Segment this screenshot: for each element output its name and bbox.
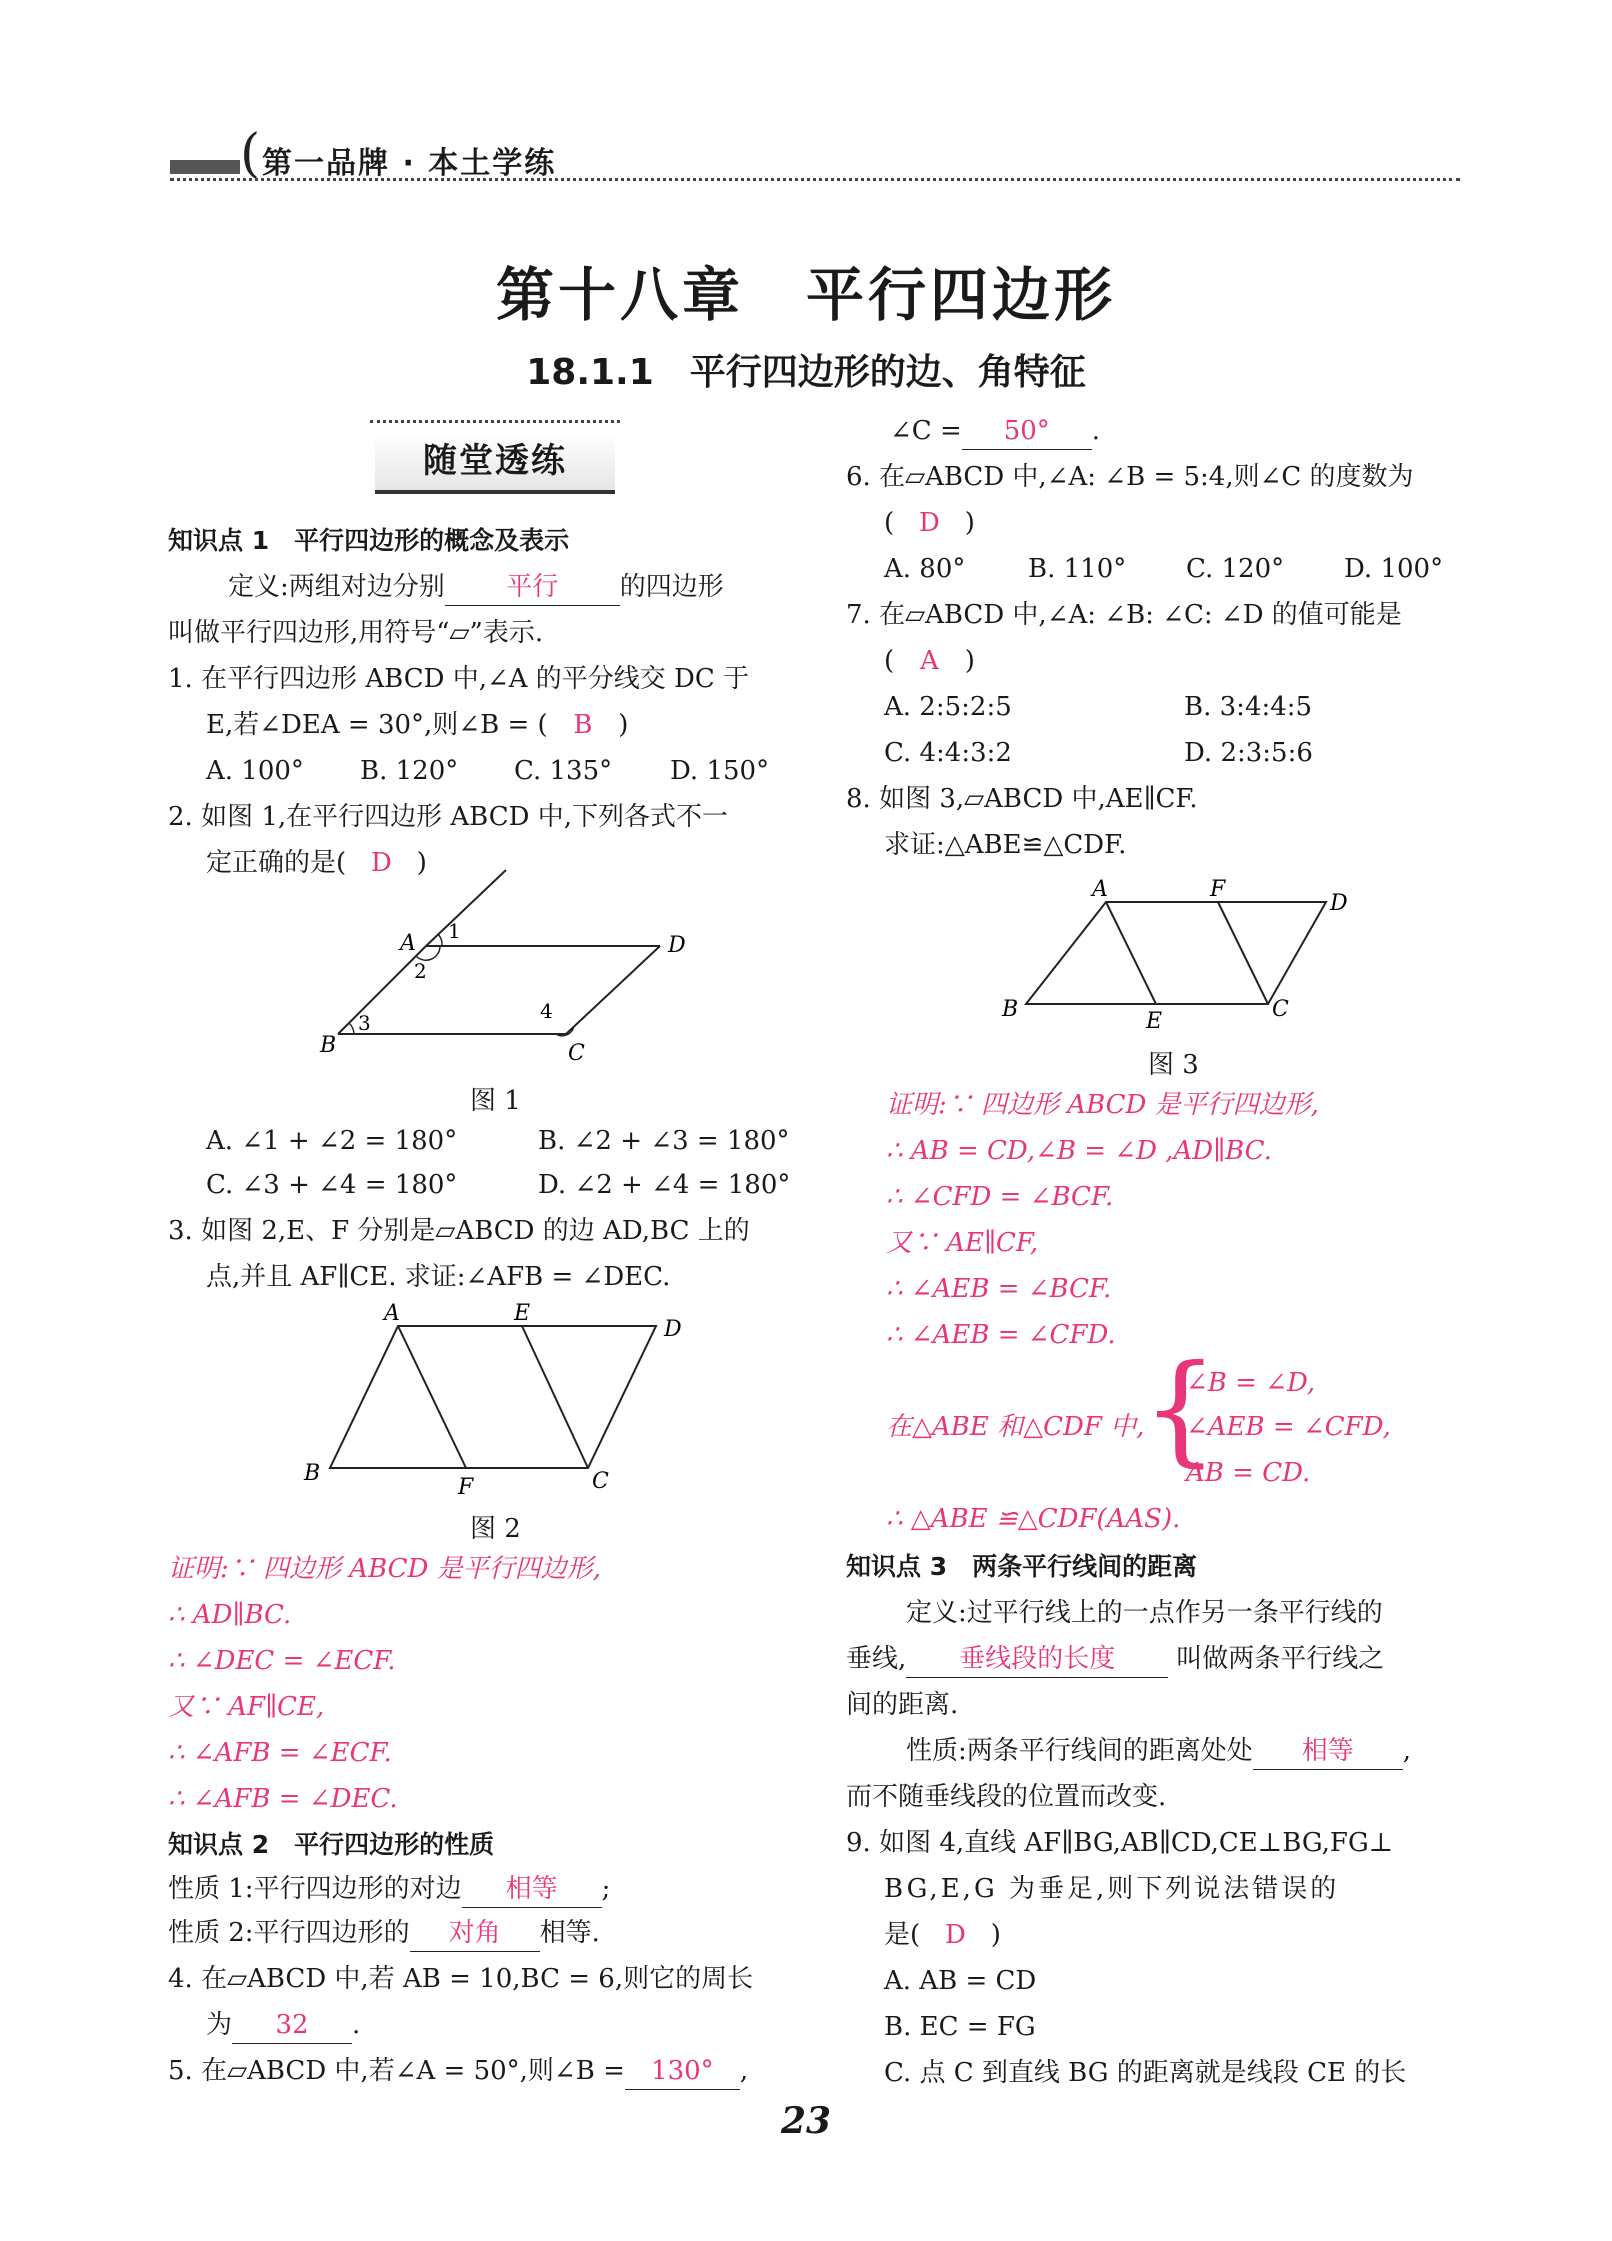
section-title: 18.1.1 平行四边形的边、角特征 (526, 352, 1086, 393)
question-9: 9. 如图 4,直线 AF∥BG,AB∥CD,CE⊥BG,FG⊥ (846, 1828, 1394, 1858)
question-6-options (884, 546, 1443, 592)
answer-choice: A (920, 646, 939, 676)
question-3-cont: 点,并且 AF∥CE. 求证:∠AFB = ∠DEC. (206, 1262, 671, 1292)
fig2-label-a: A (384, 1301, 400, 1326)
answer-blank: 32 (232, 2007, 352, 2044)
question-text: 5. 在▱ABCD 中,若∠A = 50°,则∠B = (168, 2056, 625, 2086)
option: D. 150° (670, 756, 770, 786)
proof-8-brace: { (1142, 1340, 1219, 1479)
answer-choice: B (573, 710, 593, 740)
fig2-label-f: F (458, 1475, 474, 1500)
question-2-options-row1 (206, 1118, 790, 1164)
definition-text: 定义:两组对边分别 (228, 572, 445, 602)
question-1-options (206, 748, 769, 794)
fig1-angle1-arc (438, 934, 442, 946)
question-text: 定正确的是( (206, 848, 347, 878)
answer-blank: 50° (962, 413, 1092, 450)
distance-property (906, 1728, 1411, 1774)
distance-definition-2 (846, 1636, 1384, 1682)
answer-blank: 130° (625, 2053, 740, 2090)
option: A. 100° (206, 756, 304, 786)
fig3-label-e: E (1146, 1009, 1163, 1034)
question-7-options-row2 (884, 730, 1313, 776)
header-curve: ( (240, 124, 261, 184)
question-7-options-row1 (884, 684, 1312, 730)
header-brand: 第一品牌 · 本土学练 (262, 146, 557, 181)
answer-blank: 相等 (1253, 1733, 1403, 1770)
paren: ( (884, 646, 895, 676)
proof-8-condition: 在△ABE 和△CDF 中, (886, 1412, 1145, 1442)
answer-blank: 垂线段的长度 (906, 1641, 1168, 1678)
option: D. 2:3:5:6 (1184, 738, 1313, 768)
distance-definition-3: 间的距离. (846, 1690, 959, 1720)
proof-3-line: ∴ AD∥BC. (168, 1600, 292, 1630)
question-7-cont (884, 638, 975, 684)
property-text: 性质 2:平行四边形的 (168, 1918, 410, 1948)
proof-8-line: ∴ ∠AEB = ∠BCF. (886, 1274, 1112, 1304)
question-6-cont (884, 500, 975, 546)
definition-text: 垂线, (846, 1644, 907, 1674)
figure-1 (318, 880, 686, 1080)
option: A. ∠1 + ∠2 = 180° (206, 1126, 458, 1156)
figure-3-caption: 图 3 (1148, 1050, 1199, 1080)
question-3: 3. 如图 2,E、F 分别是▱ABCD 的边 AD,BC 上的 (168, 1216, 750, 1246)
knowledge-point-3: 知识点 3 两条平行线间的距离 (846, 1552, 1198, 1581)
option: C. ∠3 + ∠4 = 180° (206, 1170, 458, 1200)
page-number: 23 (780, 2100, 832, 2142)
definition-text: 叫做两条平行线之 (1176, 1644, 1385, 1674)
question-2: 2. 如图 1,在平行四边形 ABCD 中,下列各式不一 (168, 802, 729, 832)
proof-3-line: ∴ ∠AFB = ∠DEC. (168, 1784, 398, 1814)
fig2-label-e: E (514, 1301, 531, 1326)
fig1-label-1: 1 (448, 919, 461, 943)
question-9-option: B. EC = FG (884, 2012, 1036, 2042)
question-9-option: A. AB = CD (884, 1966, 1037, 1996)
fig2-segment-ec (522, 1326, 588, 1468)
fig1-edge-ab (338, 946, 426, 1034)
question-text: ∠C = (890, 416, 962, 446)
property-text: 性质 1:平行四边形的对边 (168, 1874, 462, 1904)
definition-text: 的四边形 (619, 572, 724, 602)
fig2-label-b: B (304, 1461, 321, 1486)
question-8-cont: 求证:△ABE≌△CDF. (884, 830, 1127, 860)
property-text: 性质:两条平行线间的距离处处 (906, 1736, 1253, 1766)
question-4-cont (206, 2002, 360, 2048)
fig1-label-4: 4 (540, 999, 553, 1023)
question-5 (168, 2048, 748, 2094)
proof-3-line: ∴ ∠DEC = ∠ECF. (168, 1646, 396, 1676)
distance-property-2: 而不随垂线段的位置而改变. (846, 1782, 1167, 1812)
fig3-label-a: A (1092, 877, 1108, 902)
property-text: 相等. (539, 1918, 600, 1948)
left-column (168, 0, 798, 2241)
proof-3-line: 又∵ AF∥CE, (168, 1692, 325, 1722)
question-7: 7. 在▱ABCD 中,∠A: ∠B: ∠C: ∠D 的值可能是 (846, 600, 1402, 630)
option: A. 80° (884, 554, 966, 584)
proof-8-system-line: ∠B = ∠D, (1186, 1368, 1316, 1398)
proof-3-line: 证明:∵ 四边形 ABCD 是平行四边形, (168, 1554, 601, 1584)
chapter-title: 第十八章 平行四边形 (495, 261, 1116, 329)
option: A. 2:5:2:5 (884, 692, 1012, 722)
fig3-label-b: B (1002, 997, 1019, 1022)
paren: ) (618, 710, 629, 740)
fig2-label-d: D (664, 1317, 682, 1342)
fig3-label-d: D (1330, 891, 1348, 916)
paren: ) (964, 508, 975, 538)
fig1-label-b: B (320, 1033, 337, 1058)
proof-3-line: ∴ ∠AFB = ∠ECF. (168, 1738, 392, 1768)
answer-blank: 对角 (410, 1915, 540, 1952)
answer-blank: 平行 (445, 569, 620, 606)
question-text: . (1091, 416, 1100, 446)
section-badge: 随堂透练 (375, 432, 615, 494)
fig1-label-a: A (400, 931, 416, 956)
option: B. 110° (1028, 554, 1127, 584)
property-1 (168, 1866, 610, 1912)
option: C. 135° (514, 756, 613, 786)
fig1-label-2: 2 (414, 959, 427, 983)
question-text: , (739, 2056, 749, 2086)
proof-8-system-line: ∠AEB = ∠CFD, (1186, 1412, 1391, 1442)
option: C. 4:4:3:2 (884, 738, 1012, 768)
definition-line (228, 564, 724, 610)
fig1-label-3: 3 (358, 1011, 371, 1035)
proof-8-line: 又∵ AE∥CF, (886, 1228, 1039, 1258)
question-9-option: C. 点 C 到直线 BG 的距离就是线段 CE 的长 (884, 2058, 1407, 2088)
fig3-label-f: F (1210, 877, 1226, 902)
option: B. ∠2 + ∠3 = 180° (538, 1126, 790, 1156)
figure-3 (996, 868, 1346, 1048)
question-text: 为 (206, 2010, 233, 2040)
fig2-segment-af (398, 1326, 466, 1468)
definition-line-2: 叫做平行四边形,用符号“▱”表示. (168, 618, 544, 648)
question-1: 1. 在平行四边形 ABCD 中,∠A 的平分线交 DC 于 (168, 664, 750, 694)
distance-definition: 定义:过平行线上的一点作另一条平行线的 (906, 1598, 1383, 1628)
proof-8-line: 证明:∵ 四边形 ABCD 是平行四边形, (886, 1090, 1319, 1120)
option: D. ∠2 + ∠4 = 180° (538, 1170, 791, 1200)
right-column (846, 0, 1486, 2241)
figure-2 (288, 1300, 688, 1500)
paren: ) (416, 848, 427, 878)
option: B. 3:4:4:5 (1184, 692, 1313, 722)
question-9-cont: BG,E,G 为垂足,则下列说法错误的 (884, 1874, 1340, 1904)
proof-8-system-line: AB = CD. (1186, 1458, 1311, 1488)
proof-8-line: ∴ ∠AEB = ∠CFD. (886, 1320, 1116, 1350)
answer-choice: D (918, 508, 940, 538)
fig1-label-c: C (568, 1041, 585, 1066)
fig1-angle3-arc (349, 1023, 354, 1034)
knowledge-point-2: 知识点 2 平行四边形的性质 (168, 1830, 495, 1859)
question-8: 8. 如图 3,▱ABCD 中,AE∥CF. (846, 784, 1198, 814)
fig1-label-d: D (668, 933, 686, 958)
answer-choice: D (944, 1920, 966, 1950)
question-9-cont-2 (884, 1912, 1001, 1958)
question-5-cont (890, 408, 1100, 454)
option: D. 100° (1344, 554, 1444, 584)
question-text: 是( (884, 1920, 921, 1950)
proof-8-line: ∴ AB = CD,∠B = ∠D ,AD∥BC. (886, 1136, 1272, 1166)
property-2 (168, 1910, 600, 1956)
fig3-segment-fc (1218, 902, 1268, 1004)
fig2-label-c: C (592, 1469, 609, 1494)
property-text: , (1402, 1736, 1412, 1766)
question-text: . (352, 2010, 361, 2040)
question-1-cont (206, 702, 628, 748)
answer-choice: D (370, 848, 392, 878)
fig2-parallelogram (330, 1326, 656, 1468)
question-4: 4. 在▱ABCD 中,若 AB = 10,BC = 6,则它的周长 (168, 1964, 754, 1994)
fig3-parallelogram (1026, 902, 1326, 1004)
question-6: 6. 在▱ABCD 中,∠A: ∠B = 5:4,则∠C 的度数为 (846, 462, 1414, 492)
proof-8-line: ∴ ∠CFD = ∠BCF. (886, 1182, 1114, 1212)
question-2-options-row2 (206, 1162, 790, 1208)
paren: ) (990, 1920, 1001, 1950)
figure-1-caption: 图 1 (470, 1086, 521, 1116)
paren: ( (884, 508, 895, 538)
fig3-label-c: C (1272, 997, 1289, 1022)
option: C. 120° (1186, 554, 1285, 584)
figure-2-caption: 图 2 (470, 1514, 521, 1544)
property-text: ; (601, 1874, 611, 1904)
paren: ) (964, 646, 975, 676)
fig1-edge-cd (566, 946, 660, 1034)
option: B. 120° (360, 756, 459, 786)
question-text: E,若∠DEA = 30°,则∠B = ( (206, 710, 548, 740)
proof-8-conclusion: ∴ △ABE ≌△CDF(AAS). (886, 1504, 1181, 1534)
answer-blank: 相等 (462, 1871, 602, 1908)
knowledge-point-1: 知识点 1 平行四边形的概念及表示 (168, 526, 570, 555)
fig3-segment-ae (1106, 902, 1156, 1004)
